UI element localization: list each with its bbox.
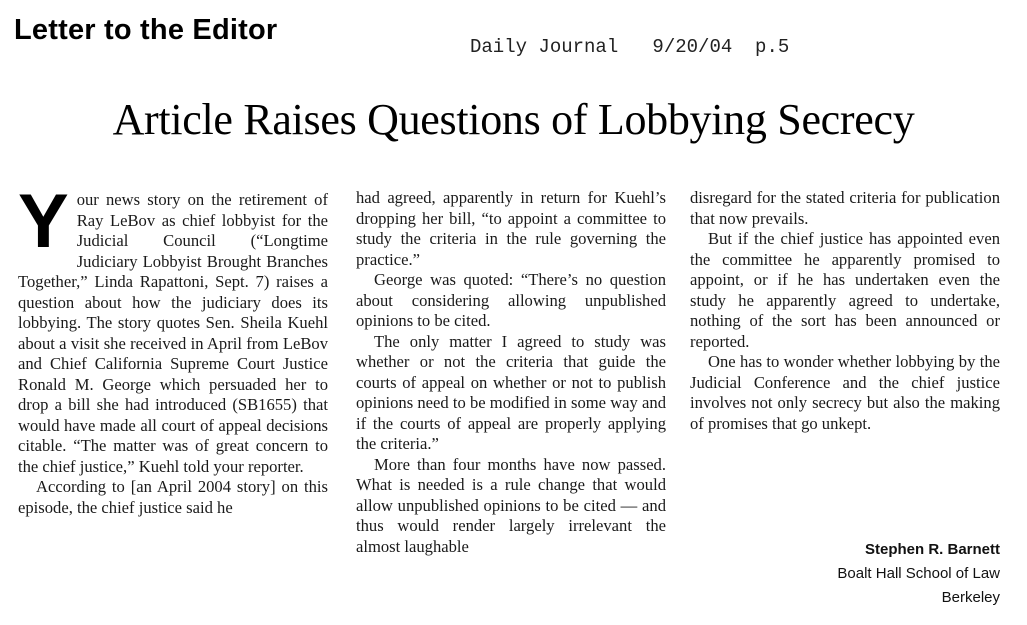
paragraph — [18, 179, 328, 477]
paragraph: George was quoted: “There’s no question about considering allowing unpublished opinions to be cited. — [356, 270, 666, 330]
paragraph: disregard for the stated criteria for publication that now prevails. — [690, 188, 1000, 228]
drop-cap: Y — [18, 179, 69, 264]
paragraph: had agreed, apparently in return for Kuehl’s dropping her bill, “to appoint a committee to study the criteria in the rule governing the practice.” — [356, 188, 666, 269]
signature-block — [837, 538, 1000, 610]
publication-source: Daily Journal 9/20/04 p.5 — [470, 36, 790, 58]
author-affiliation: Boalt Hall School of Law — [837, 565, 1000, 582]
section-label: Letter to the Editor — [14, 14, 278, 46]
column-1 — [18, 179, 328, 518]
author-location: Berkeley — [941, 589, 1000, 606]
paragraph: But if the chief justice has appointed even the committee he apparently promised to appoint, or if he has undertaken even the study he apparently agreed to undertake, nothing of the sort has been announced or reported. — [690, 229, 1000, 351]
article-headline: Article Raises Questions of Lobbying Secrecy — [112, 95, 915, 144]
paragraph: The only matter I agreed to study was whether or not the criteria that guide the courts of appeal on whether or not to publish opinions need to be modified in some way and if the courts of appeal are properly applying the criteria.” — [356, 331, 666, 453]
column-3 — [690, 188, 1000, 434]
paragraph: More than four months have now passed. What is needed is a rule change that would allow unpublished opinions to be cited — and thus would render largely irrelevant the almost laughable — [356, 454, 666, 556]
paragraph-text: our news story on the retirement of Ray LeBov as chief lobbyist for the Judicial Council (“Longtime Judiciary Lobbyist Brought Branches Together,” Linda Rapattoni, Sept. 7) raises a question about how the judiciary does its lobbying. The story quotes Sen. Sheila Kuehl about a visit she received in April from LeBov and Chief California Supreme Court Justice Ronald M. George which persuaded her to drop a bill she had introduced (SB1655) that would have made all court of appeal decisions citable. “The matter was of great concern to the chief justice,” Kuehl told your reporter. — [18, 190, 328, 476]
paragraph: According to [an April 2004 story] on this episode, the chief justice said he — [18, 477, 328, 517]
author-name: Stephen R. Barnett — [864, 541, 1000, 558]
paragraph: One has to wonder whether lobbying by the Judicial Conference and the chief justice involves not only secrecy but also the making of promises that go unkept. — [690, 352, 1000, 433]
column-2 — [356, 188, 666, 557]
